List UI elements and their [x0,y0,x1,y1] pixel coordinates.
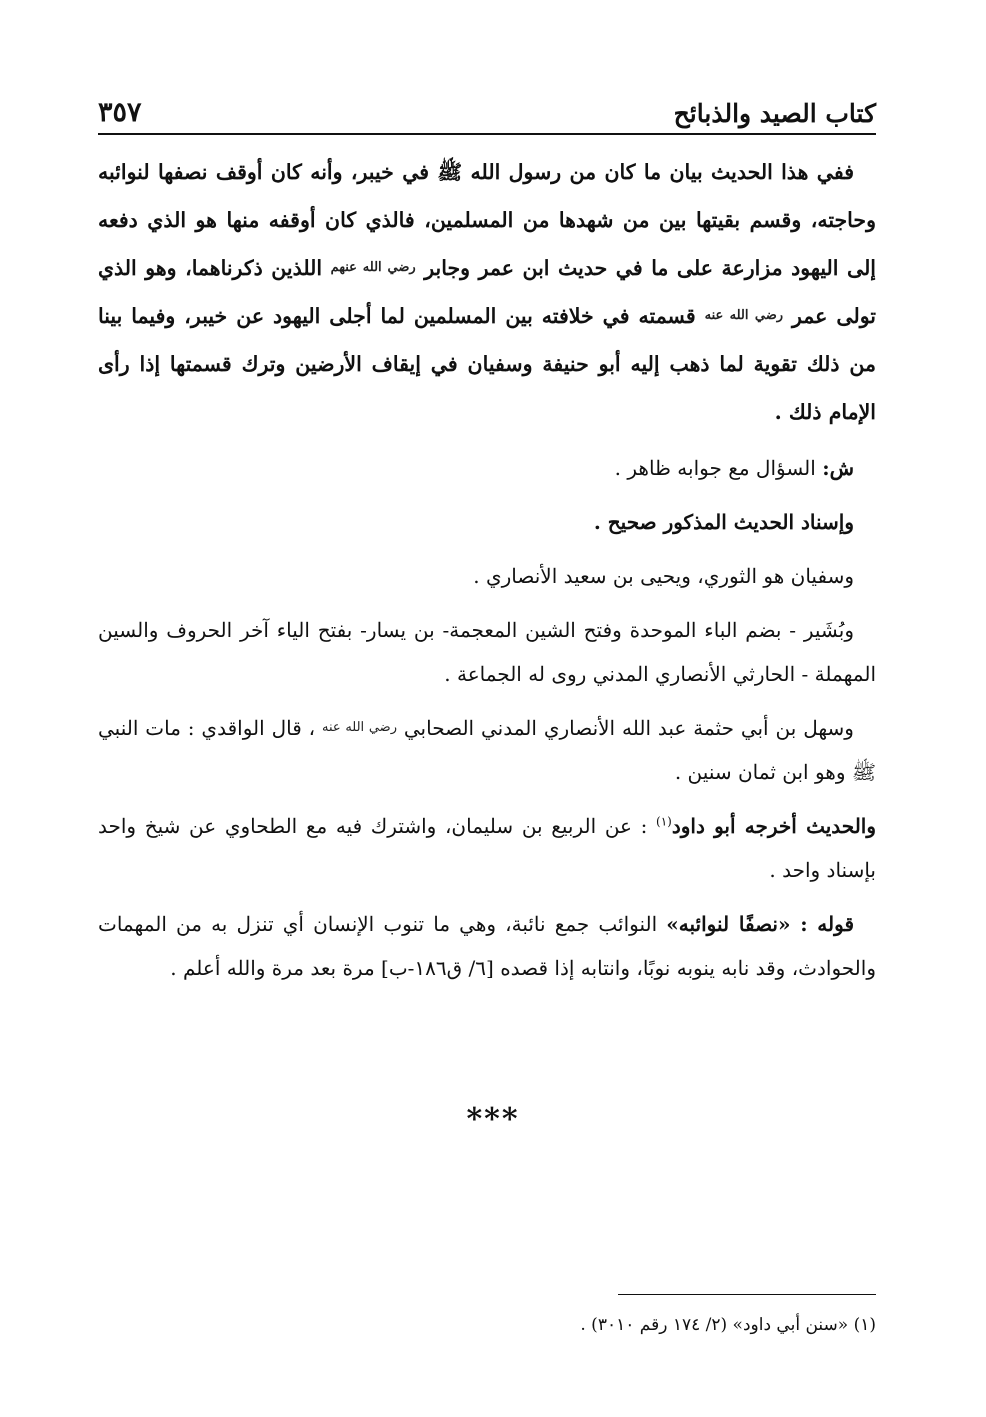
paragraph-text: اللذين ذكرناهما، وهو الذي تولى عمر [98,256,876,328]
paragraph-text: قسمته في خلافته بين المسلمين لما أجلى اليهود عن خيبر، وفيما بينا من ذلك تقوية لما ذهب إليه أبو حنيفة وسفيان في إيقاف الأرضين وترك قسمتها إذا رأى الإمام ذلك . [98,304,876,424]
paragraph-text: النوائب جمع نائبة، وهي ما تنوب الإنسان أي تنزل به من المهمات والحوادث، وقد نابه ينوبه نوبًا، وانتابه إذا قصده [٦/ ق١٨٦-ب] مرة بعد مرة والله أعلم . [98,912,876,980]
paragraph-khaybar-commentary [98,148,876,436]
paragraph-isnad: وإسناد الحديث المذكور صحيح . [593,510,854,534]
paragraph-bushayr: وبُشَير - بضم الباء الموحدة وفتح الشين المعجمة- بن يسار- بفتح الياء آخر الحروف والسين المهملة - الحارثي الأنصاري المدني روى له الجماعة . [98,618,876,686]
page-body [98,148,876,990]
honorific-mark: رضي الله عنه [704,308,784,323]
paragraph-sufyan: وسفيان هو الثوري، ويحيى بن سعيد الأنصاري . [473,564,854,588]
sharh-label: ش: [822,456,854,480]
header-rule [98,133,876,135]
page-header [98,86,876,126]
section-separator: *** [466,1102,520,1137]
paragraph-text: ، قال الواقدي : مات النبي ﷺ وهو ابن ثمان سنين . [98,716,876,784]
honorific-mark: رضي الله عنهم [330,260,416,275]
footnote-reference[interactable]: (١) [656,814,672,829]
footnote: (١) «سنن أبي داود» (٢/ ١٧٤ رقم ٣٠١٠) . [580,1315,876,1335]
bold-lead: والحديث أخرجه أبو داود [671,814,876,838]
paragraph-text: وسهل بن أبي حثمة عبد الله الأنصاري المدني الصحابي [403,716,854,740]
paragraph-abu-dawud [98,804,876,892]
paragraph-sahl [98,706,876,794]
page-number: ٣٥٧ [98,97,142,128]
footnote-rule [618,1294,876,1295]
honorific-mark: رضي الله عنه [322,720,397,735]
bold-lead: قوله : «نصفًا لنوائبه» [666,912,855,936]
paragraph-nawaib [98,902,876,990]
running-title: كتاب الصيد والذبائح [673,99,876,128]
paragraph-text: السؤال مع جوابه ظاهر . [614,456,816,480]
paragraph-text: : عن الربيع بن سليمان، واشترك فيه مع الطحاوي عن شيخ واحد بإسناد واحد . [98,814,876,882]
paragraph-sharh [98,446,876,490]
paragraph-text: ففي هذا الحديث بيان ما كان من رسول الله ﷺ في خيبر، وأنه كان أوقف نصفها لنوائبه وحاجته، وقسم بقيتها بين من شهدها من المسلمين، فالذي كان أوقفه منها هو الذي دفعه إلى اليهود مزارعة على ما في حديث ابن عمر وجابر [98,160,877,280]
